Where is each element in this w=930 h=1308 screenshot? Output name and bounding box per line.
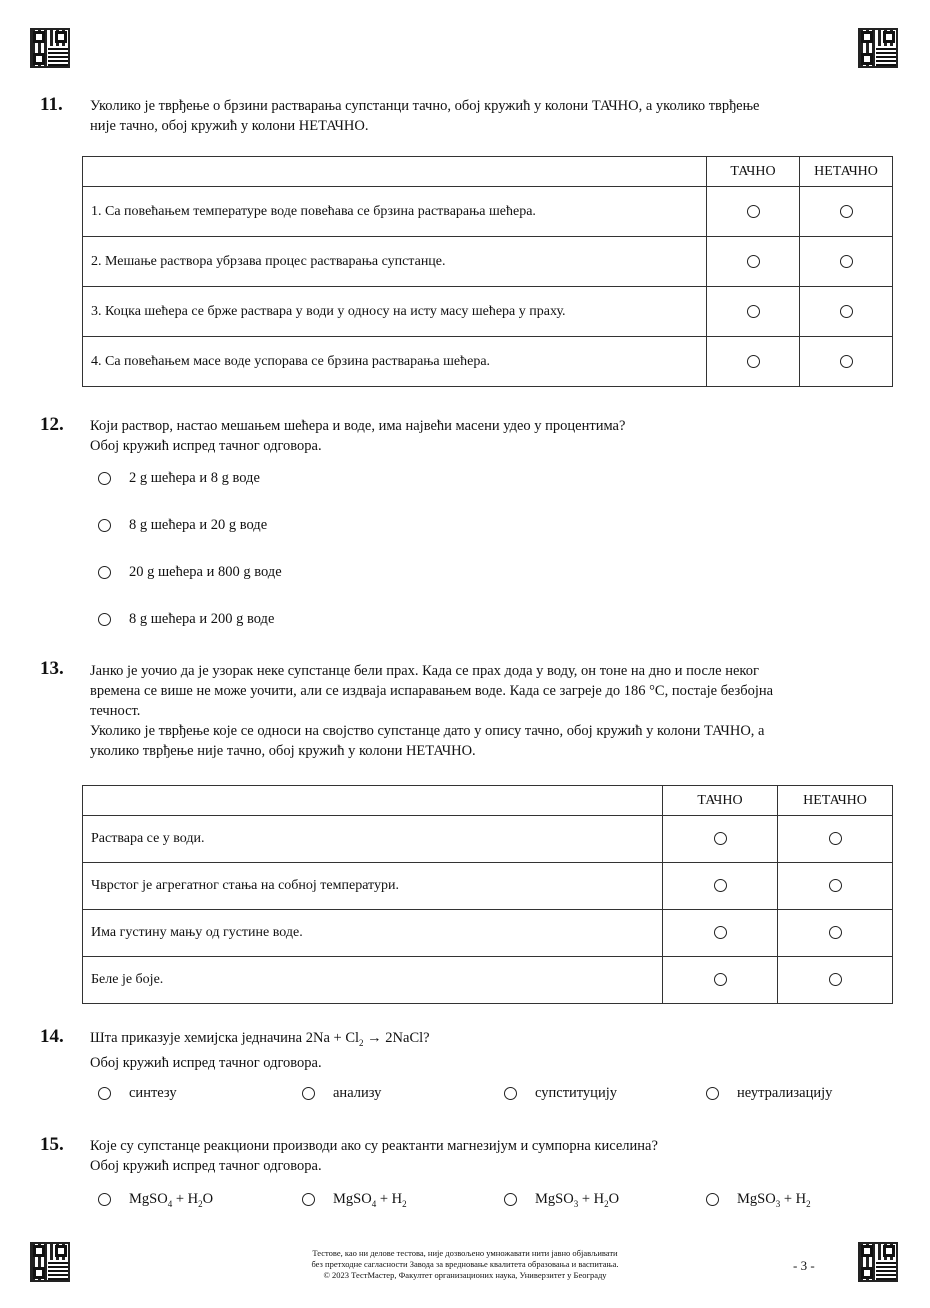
table-row xyxy=(83,816,893,863)
question-14-number: 14. xyxy=(40,1026,64,1047)
column-true-header: ТАЧНО xyxy=(663,786,778,816)
question-12-line-1: Који раствор, настао мешањем шећера и воде, има највећи масени удео у процентима? xyxy=(90,418,626,434)
question-15-line-2: Обој кружић испред тачног одговора. xyxy=(90,1158,322,1174)
option-formula: MgSO$_3$ + $H_2O$ xyxy=(535,1191,620,1209)
true-radio[interactable] xyxy=(747,305,760,318)
option-formula: MgSO$_4$ + $H_2O$ xyxy=(129,1191,214,1209)
answer-option[interactable] xyxy=(98,470,260,487)
question-14-line-2: Обој кружић испред тачног одговора. xyxy=(90,1054,322,1071)
footer-line-3: © 2023 ТестМастер, Факултет организационих наука, Универзитет у Београду xyxy=(323,1270,607,1280)
option-formula: MgSO$_4$ + $H_2$ xyxy=(333,1191,407,1209)
false-radio[interactable] xyxy=(840,255,853,268)
statement-cell: Раствара се у води. xyxy=(83,816,663,863)
option-label: 20 g шећера и 800 g воде xyxy=(129,564,282,580)
table-row xyxy=(83,957,893,1004)
question-15-text xyxy=(90,1136,658,1176)
option-label: анализу xyxy=(333,1085,382,1101)
option-radio[interactable] xyxy=(302,1193,315,1206)
answer-option[interactable] xyxy=(98,1191,213,1209)
question-12-text xyxy=(90,416,625,456)
option-radio[interactable] xyxy=(98,1087,111,1100)
question-11-line-1: Уколико је тврђење о брзини растварања супстанци тачно, обој кружић у колони ТАЧНО, а уколико тврђење xyxy=(90,98,760,114)
equation-prefix: Шта приказује хемијска једначина 2Na + Cl xyxy=(90,1030,360,1046)
answer-option[interactable] xyxy=(706,1191,811,1209)
question-13-number: 13. xyxy=(40,658,64,679)
statement-cell: Чврстог је агрегатног стања на собној температури. xyxy=(83,863,663,910)
question-15-number: 15. xyxy=(40,1134,64,1155)
column-true-header: ТАЧНО xyxy=(707,157,800,187)
question-13-text xyxy=(90,661,773,761)
false-radio[interactable] xyxy=(829,973,842,986)
option-radio[interactable] xyxy=(302,1087,315,1100)
qr-code-bottom-right xyxy=(858,1242,898,1282)
answer-option[interactable] xyxy=(98,564,282,581)
true-radio[interactable] xyxy=(747,205,760,218)
statement-cell: Има густину мању од густине воде. xyxy=(83,910,663,957)
option-label: супституцију xyxy=(535,1085,617,1101)
qr-code-top-left xyxy=(30,28,70,68)
footer-line-2: без претходне сагласности Завода за вредновање квалитета образовања и васпитања. xyxy=(311,1259,619,1269)
option-radio[interactable] xyxy=(98,519,111,532)
question-13-table xyxy=(82,785,893,1004)
question-11-table xyxy=(82,156,893,387)
table-row xyxy=(83,337,893,387)
answer-option[interactable] xyxy=(302,1191,407,1209)
option-label: неутрализацију xyxy=(737,1085,833,1101)
option-radio[interactable] xyxy=(98,566,111,579)
column-false-header: НЕТАЧНО xyxy=(800,157,893,187)
false-radio[interactable] xyxy=(829,832,842,845)
false-radio[interactable] xyxy=(840,305,853,318)
option-radio[interactable] xyxy=(504,1087,517,1100)
statement-cell: 4. Са повећањем масе воде успорава се брзина растварања шећера. xyxy=(83,337,707,387)
statement-cell: 1. Са повећањем температуре воде повећава се брзина растварања шећера. xyxy=(83,187,707,237)
false-radio[interactable] xyxy=(829,926,842,939)
question-12-number: 12. xyxy=(40,414,64,435)
question-12-line-2: Обој кружић испред тачног одговора. xyxy=(90,438,322,454)
qr-code-top-right xyxy=(858,28,898,68)
equation-suffix: → 2NaCl? xyxy=(363,1030,430,1046)
statement-cell: 3. Коцка шећера се брже раствара у води у односу на исту масу шећера у праху. xyxy=(83,287,707,337)
question-11-number: 11. xyxy=(40,94,63,115)
option-radio[interactable] xyxy=(504,1193,517,1206)
table-row xyxy=(83,187,893,237)
question-14-line-1 xyxy=(90,1028,430,1053)
question-13-line-4: Уколико је тврђење које се односи на својство супстанце дато у опису тачно, обој кружић у колони ТАЧНО, а xyxy=(90,723,765,739)
question-15-line-1: Које су супстанце реакциони производи ако су реактанти магнезијум и сумпорна киселина? xyxy=(90,1138,658,1154)
true-radio[interactable] xyxy=(747,255,760,268)
page-number: - 3 - xyxy=(793,1258,815,1273)
option-label: 2 g шећера и 8 g воде xyxy=(129,470,260,486)
answer-option[interactable] xyxy=(302,1085,381,1102)
false-radio[interactable] xyxy=(840,355,853,368)
option-label: 8 g шећера и 200 g воде xyxy=(129,611,275,627)
true-radio[interactable] xyxy=(747,355,760,368)
true-radio[interactable] xyxy=(714,973,727,986)
qr-code-bottom-left xyxy=(30,1242,70,1282)
question-13-line-5: уколико тврђење није тачно, обој кружић у колони НЕТАЧНО. xyxy=(90,743,476,759)
option-radio[interactable] xyxy=(98,472,111,485)
answer-option[interactable] xyxy=(98,611,274,628)
copyright-footer xyxy=(250,1248,680,1281)
table-row xyxy=(83,863,893,910)
table-header-blank xyxy=(83,157,707,187)
table-row xyxy=(83,237,893,287)
answer-option[interactable] xyxy=(504,1191,619,1209)
answer-option[interactable] xyxy=(706,1085,832,1102)
question-13-line-3: течност. xyxy=(90,703,141,719)
false-radio[interactable] xyxy=(840,205,853,218)
option-radio[interactable] xyxy=(98,613,111,626)
option-label: 8 g шећера и 20 g воде xyxy=(129,517,268,533)
table-row xyxy=(83,287,893,337)
statement-cell: Беле је боје. xyxy=(83,957,663,1004)
option-radio[interactable] xyxy=(706,1087,719,1100)
answer-option[interactable] xyxy=(504,1085,617,1102)
true-radio[interactable] xyxy=(714,832,727,845)
equation-subscript: 2 xyxy=(359,1037,364,1048)
question-13-line-1: Јанко је уочио да је узорак неке супстанце бели прах. Када се прах дода у воду, он тоне на дно и после неког xyxy=(90,663,759,679)
table-row xyxy=(83,910,893,957)
true-radio[interactable] xyxy=(714,879,727,892)
option-radio[interactable] xyxy=(98,1193,111,1206)
option-label: синтезу xyxy=(129,1085,177,1101)
answer-option[interactable] xyxy=(98,1085,177,1102)
false-radio[interactable] xyxy=(829,879,842,892)
answer-option[interactable] xyxy=(98,517,267,534)
true-radio[interactable] xyxy=(714,926,727,939)
question-13-line-2: времена се више не може уочити, али се издваја испаравањем воде. Када се загреје до 186 °C, постаје безбојна xyxy=(90,683,774,699)
question-11-text xyxy=(90,96,760,136)
footer-line-1: Тестове, као ни делове тестова, није дозвољено умножавати нити јавно објављивати xyxy=(312,1248,618,1258)
statement-cell: 2. Мешање раствора убрзава процес растварања супстанце. xyxy=(83,237,707,287)
question-14-text xyxy=(90,1028,430,1073)
question-11-line-2: није тачно, обој кружић у колони НЕТАЧНО. xyxy=(90,118,369,134)
column-false-header: НЕТАЧНО xyxy=(778,786,893,816)
option-formula: MgSO$_3$ + $H_2$ xyxy=(737,1191,811,1209)
option-radio[interactable] xyxy=(706,1193,719,1206)
table-header-blank xyxy=(83,786,663,816)
